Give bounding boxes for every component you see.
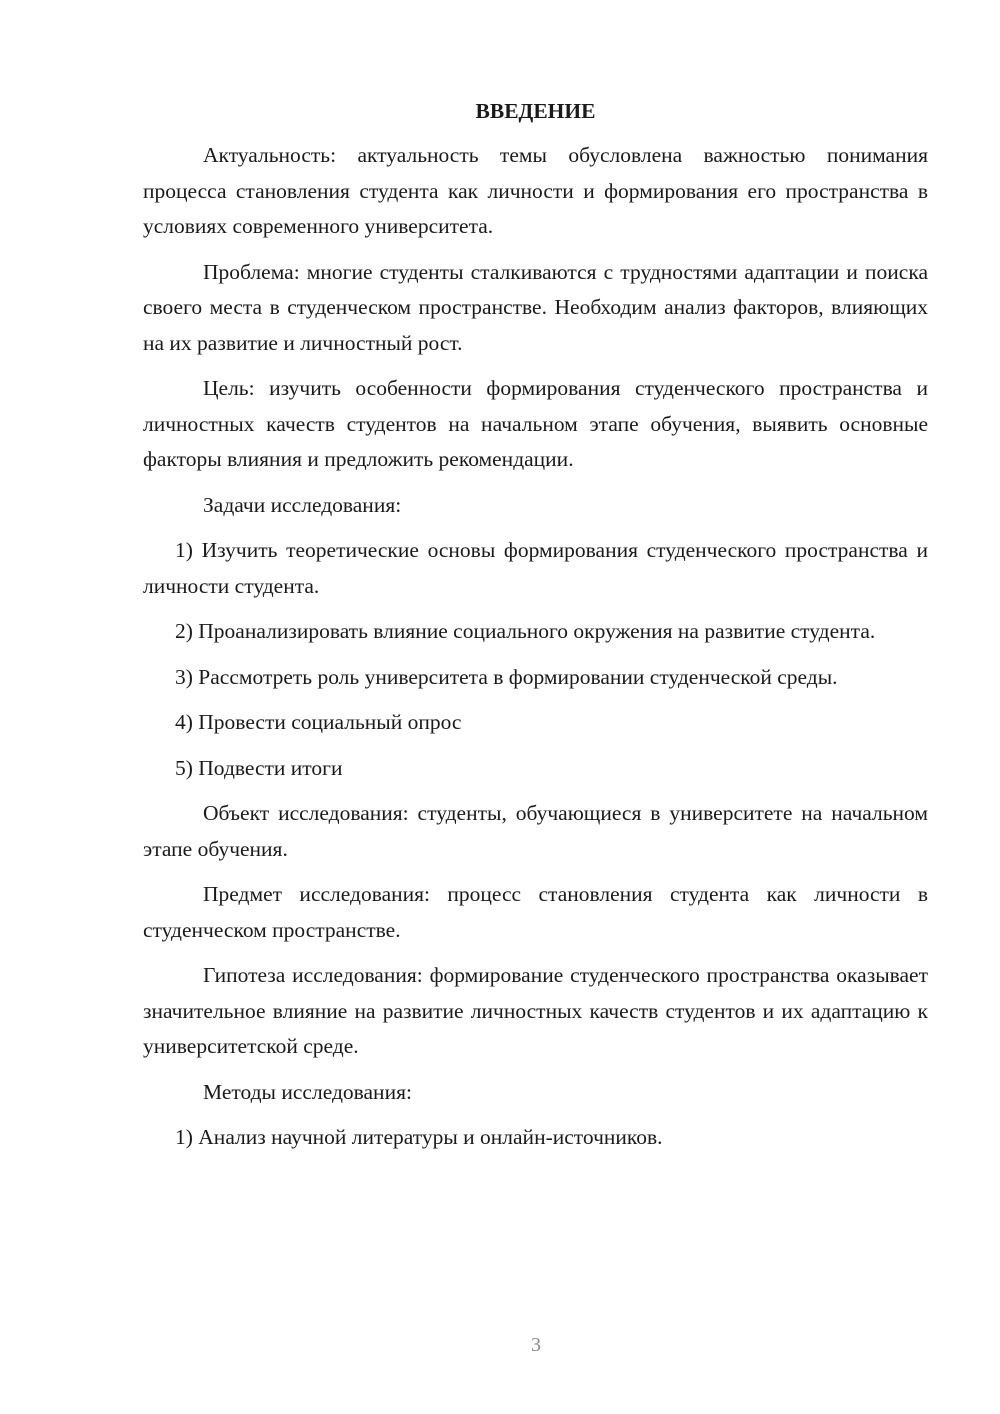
paragraph-object: Объект исследования: студенты, обучающиеся в университете на начальном этапе обучения.	[143, 801, 928, 861]
task-item-1: 1) Изучить теоретические основы формирования студенческого пространства и личности студента.	[143, 538, 928, 598]
task-item-3: 3) Рассмотреть роль университета в формировании студенческой среды.	[175, 664, 838, 689]
task-item-4: 4) Провести социальный опрос	[175, 710, 462, 734]
paragraph-subject: Предмет исследования: процесс становления студента как личности в студенческом пространстве.	[143, 882, 928, 942]
paragraph-methods-heading: Методы исследования:	[203, 1079, 412, 1104]
paragraph-goal: Цель: изучить особенности формирования студенческого пространства и личностных качеств студентов на начальном этапе обучения, выявить основные факторы влияния и предложить рекомендации.	[143, 376, 928, 471]
method-item-1: 1) Анализ научной литературы и онлайн-источников.	[175, 1125, 663, 1149]
page-number: 3	[531, 1334, 541, 1356]
paragraph-problem: Проблема: многие студенты сталкиваются с трудностями адаптации и поиска своего места в студенческом пространстве. Необходим анализ факторов, влияющих на их развитие и личностный рост.	[143, 259, 928, 355]
page-title: ВВЕДЕНИЕ	[475, 99, 596, 123]
paragraph-hypothesis: Гипотеза исследования: формирование студенческого пространства оказывает значительное влияние на развитие личностных качеств студентов и их адаптацию к университетской среде.	[143, 963, 928, 1058]
task-item-5: 5) Подвести итоги	[175, 755, 343, 780]
paragraph-tasks-heading: Задачи исследования:	[203, 492, 402, 517]
paragraph-relevance: Актуальность: актуальность темы обусловлена важностью понимания процесса становления студента как личности и формирования его пространства в условиях современного университета.	[143, 143, 928, 238]
document-page	[143, 96, 928, 1166]
task-item-2: 2) Проанализировать влияние социального окружения на развитие студента.	[175, 619, 876, 643]
